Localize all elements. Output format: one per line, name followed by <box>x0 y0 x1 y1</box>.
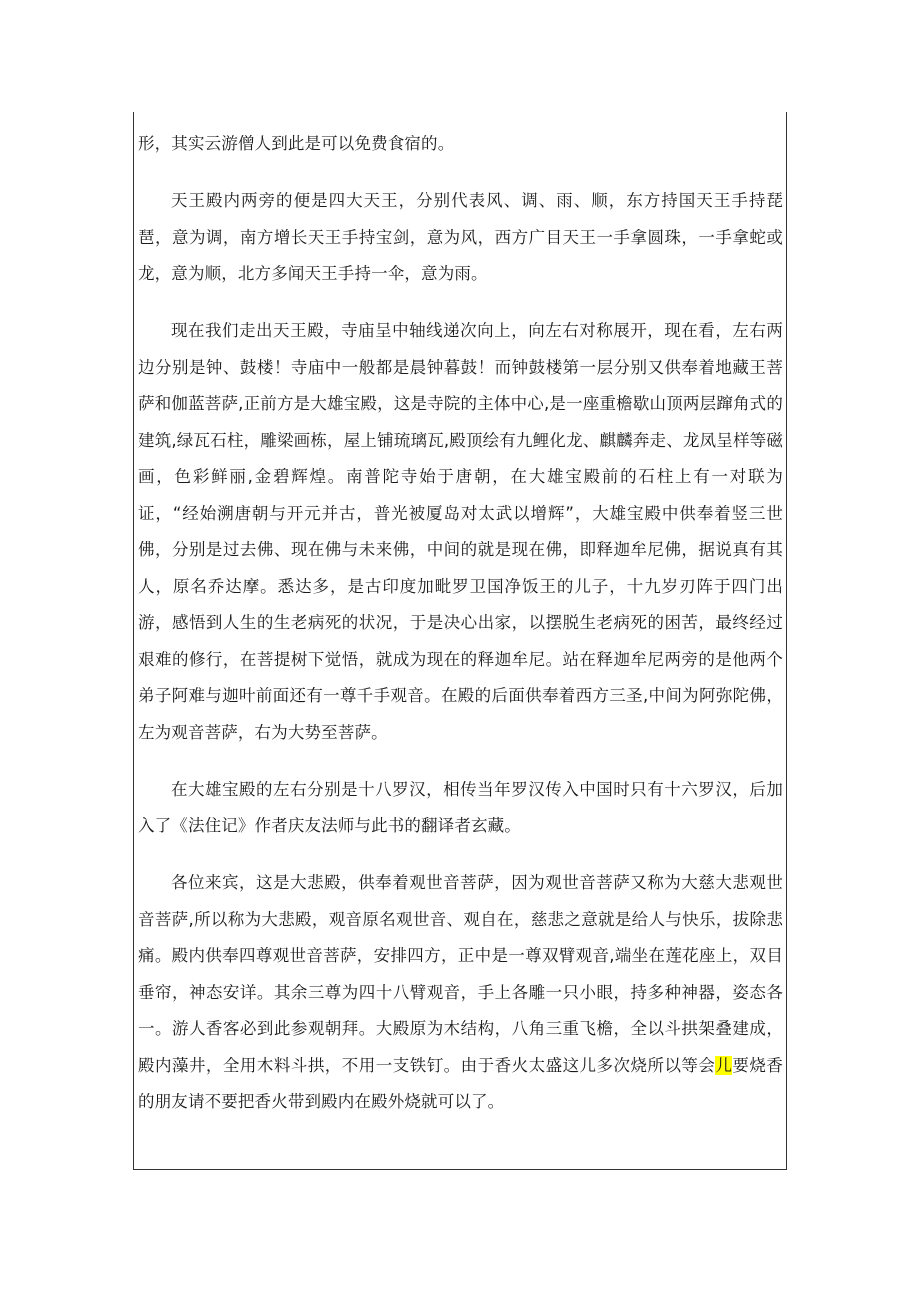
paragraph-5 <box>138 865 783 1121</box>
document-body <box>138 126 783 1121</box>
paragraph-1: 形，其实云游僧人到此是可以免费食宿的。 <box>138 134 455 153</box>
last-line-end: 要烧香的朋友请不要把香火带到殿内在殿外烧就可以了。 <box>138 1055 784 1111</box>
last-line-start: 所以等会 <box>647 1055 716 1075</box>
paragraph-2: 天王殿内两旁的便是四大天王，分别代表风、调、雨、顺，东方持国天王手持琵琶，意为调，南方增长天王手持宝剑，意为风，西方广目天王一手拿圆珠，一手拿蛇或龙，意为顺，北方多闻天王手持一伞，意为雨。 <box>138 191 783 283</box>
paragraph-4: 在大雄宝殿的左右分别是十八罗汉，相传当年罗汉传入中国时只有十六罗汉，后加入了《法住记》作者庆友法师与此书的翻译者玄藏。 <box>138 779 783 835</box>
highlighted-text: 儿 <box>715 1055 733 1075</box>
paragraph-3: 现在我们走出天王殿，寺庙呈中轴线递次向上，向左右对称展开，现在看，左右两边分别是钟、鼓楼！寺庙中一般都是晨钟暮鼓！而钟鼓楼第一层分别又供奉着地藏王菩萨和伽蓝菩萨,正前方是大雄宝殿，这是寺院的主体中心,是一座重檐歇山顶两层蹿角式的建筑,绿瓦石柱，雕梁画栋，屋上铺琉璃瓦,殿顶绘有九鲤化龙、麒麟奔走、龙凤呈样等磁画，色彩鲜丽,金碧辉煌。南普陀寺始于唐朝，在大雄宝殿前的石柱上有一对联为证，“经始溯唐朝与开元并古，普光被厦岛对太武以增辉”，大雄宝殿中供奉着竖三世佛，分别是过去佛、现在佛与未来佛，中间的就是现在佛，即释迦牟尼佛，据说真有其人，原名乔达摩。悉达多，是古印度加毗罗卫国净饭王的儿子，十九岁刃阵于四门出游，感悟到人生的生老病死的状况，于是决心出家，以摆脱生老病死的困苦，最终经过艰难的修行，在菩提树下觉悟，就成为现在的释迦牟尼。站在释迦牟尼两旁的是他两个弟子阿难与迦叶前面还有一尊千手观音。在殿的后面供奉着西方三圣,中间为阿弥陀佛，左为观音菩萨，右为大势至菩萨。 <box>138 321 783 742</box>
paragraph-5-text: 各位来宾，这是大悲殿，供奉着观世音菩萨，因为观世音菩萨又称为大慈大悲观世音菩萨,所以称为大悲殿，观音原名观世音、观自在，慈悲之意就是给人与快乐，拔除悲痛。殿内供奉四尊观世音菩萨，安排四方，正中是一尊双臂观音,端坐在莲花座上，双目垂帘，神态安详。其余三尊为四十八臂观音，手上各雕一只小眼，持多种神器，姿态各一。游人香客必到此参观朝拜。大殿原为木结构，八角三重飞檐，全以斗拱架叠建成，殿内藻井，全用木料斗拱，不用一支铁钉。由于香火太盛这儿多次烧 <box>138 873 783 1075</box>
